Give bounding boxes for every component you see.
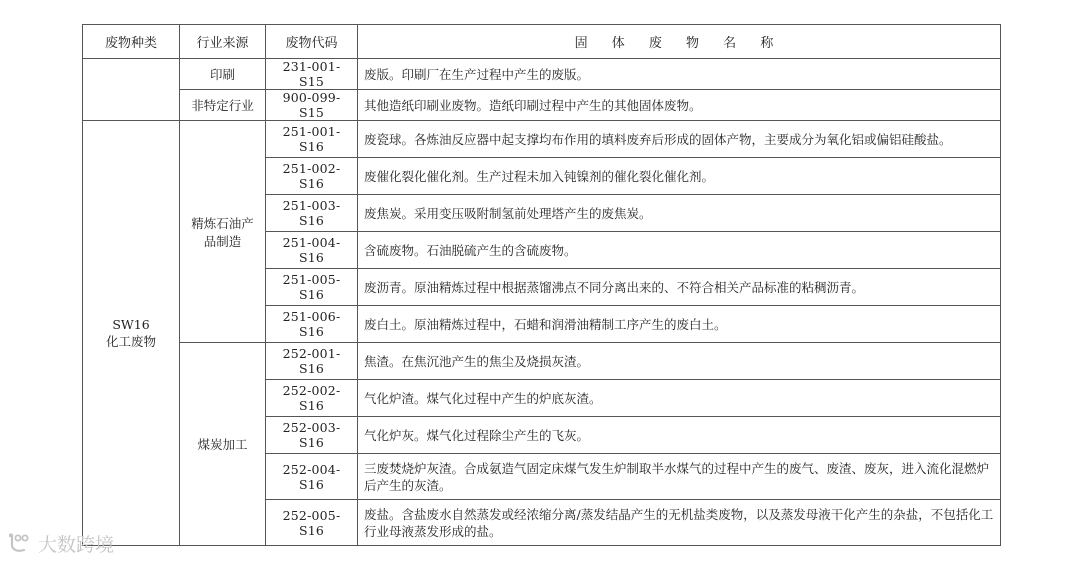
header-row — [83, 25, 1001, 59]
code-cell: 251-002-S16 — [266, 158, 358, 195]
code-cell: 251-003-S16 — [266, 195, 358, 232]
desc-cell: 气化炉灰。煤气化过程除尘产生的飞灰。 — [358, 417, 1001, 454]
code-cell: 252-005-S16 — [266, 500, 358, 546]
table-row — [83, 59, 1001, 90]
code-cell: 252-002-S16 — [266, 380, 358, 417]
solid-waste-table — [82, 24, 1001, 546]
code-cell: 252-003-S16 — [266, 417, 358, 454]
code-cell: 251-004-S16 — [266, 232, 358, 269]
category-cell-empty — [83, 59, 180, 121]
desc-cell: 废焦炭。采用变压吸附制氢前处理塔产生的废焦炭。 — [358, 195, 1001, 232]
category-cell-sw16 — [83, 121, 180, 546]
header-waste-name: 固 体 废 物 名 称 — [358, 25, 1001, 59]
code-cell: 251-005-S16 — [266, 269, 358, 306]
table-row — [83, 121, 1001, 158]
code-cell: 231-001-S15 — [266, 59, 358, 90]
code-cell: 251-006-S16 — [266, 306, 358, 343]
desc-cell: 废瓷球。各炼油反应器中起支撑均布作用的填料废弃后形成的固体产物，主要成分为氧化铝或偏铝硅酸盐。 — [358, 121, 1001, 158]
source-cell-refining: 精炼石油产品制造 — [180, 121, 266, 343]
source-cell: 非特定行业 — [180, 90, 266, 121]
desc-cell: 含硫废物。石油脱硫产生的含硫废物。 — [358, 232, 1001, 269]
code-cell: 251-001-S16 — [266, 121, 358, 158]
header-industry-source: 行业来源 — [180, 25, 266, 59]
header-waste-type: 废物种类 — [83, 25, 180, 59]
code-cell: 252-001-S16 — [266, 343, 358, 380]
desc-cell: 废沥青。原油精炼过程中根据蒸馏沸点不同分离出来的、不符合相关产品标准的粘稠沥青。 — [358, 269, 1001, 306]
desc-cell: 焦渣。在焦沉池产生的焦尘及烧损灰渣。 — [358, 343, 1001, 380]
category-code: SW16 — [112, 316, 150, 332]
table-row — [83, 90, 1001, 121]
desc-cell: 废白土。原油精炼过程中，石蜡和润滑油精制工序产生的废白土。 — [358, 306, 1001, 343]
desc-cell: 气化炉渣。煤气化过程中产生的炉底灰渣。 — [358, 380, 1001, 417]
watermark — [6, 530, 114, 557]
desc-cell: 其他造纸印刷业废物。造纸印刷过程中产生的其他固体废物。 — [358, 90, 1001, 121]
source-cell-coal: 煤炭加工 — [180, 343, 266, 546]
desc-cell: 废催化裂化催化剂。生产过程未加入钝镍剂的催化裂化催化剂。 — [358, 158, 1001, 195]
source-cell: 印刷 — [180, 59, 266, 90]
desc-cell: 废版。印刷厂在生产过程中产生的废版。 — [358, 59, 1001, 90]
table-row — [83, 343, 1001, 380]
category-name: 化工废物 — [105, 333, 156, 349]
desc-cell: 废盐。含盐废水自然蒸发或经浓缩分离/蒸发结晶产生的无机盐类废物，以及蒸发母液干化产生的杂盐，不包括化工行业母液蒸发形成的盐。 — [358, 500, 1001, 546]
chat-bubble-logo-icon — [6, 533, 32, 555]
watermark-text: 大数跨境 — [38, 534, 115, 556]
code-cell: 252-004-S16 — [266, 454, 358, 500]
desc-cell: 三废焚烧炉灰渣。合成氨造气固定床煤气发生炉制取半水煤气的过程中产生的废气、废渣、废灰，进入流化混燃炉后产生的灰渣。 — [358, 454, 1001, 500]
code-cell: 900-099-S15 — [266, 90, 358, 121]
header-waste-code: 废物代码 — [266, 25, 358, 59]
